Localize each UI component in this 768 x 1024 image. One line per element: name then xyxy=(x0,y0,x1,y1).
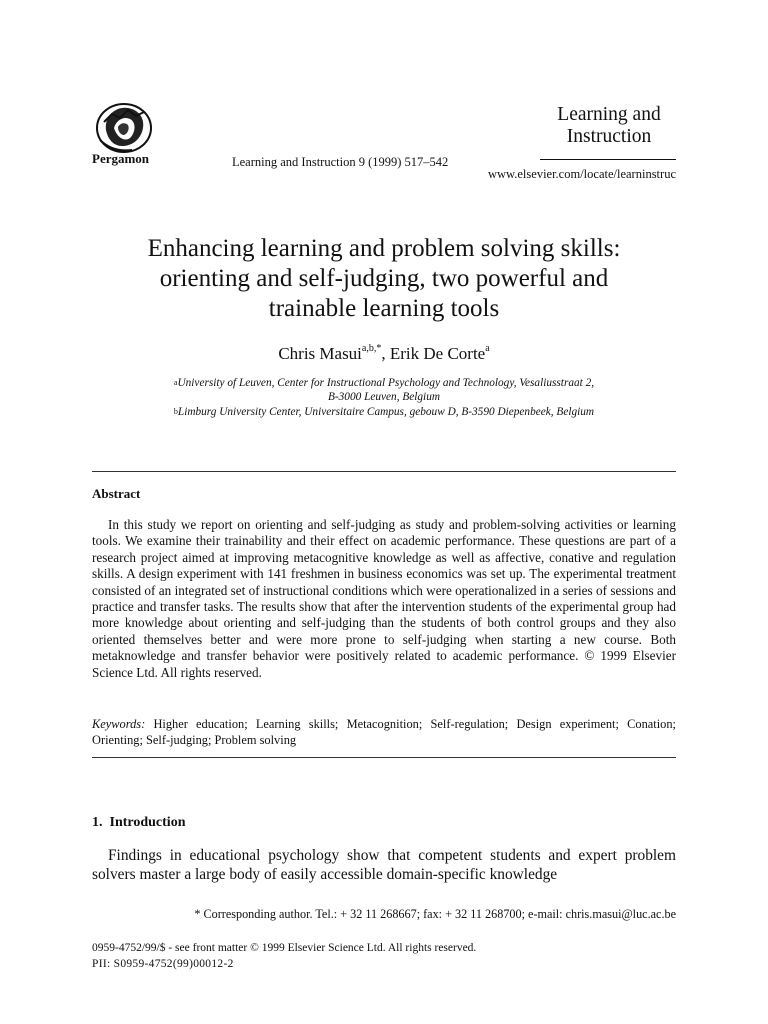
author-name[interactable]: Erik De Corte xyxy=(389,344,486,363)
keywords-list: Higher education; Learning skills; Metacognition; Self-regulation; Design experiment; Conation; Orienting; Self-judging; Problem solving xyxy=(92,717,676,747)
author-affiliation-marker: a xyxy=(485,343,490,354)
title-line: orienting and self-judging, two powerful and xyxy=(159,265,609,292)
publisher-name: Pergamon xyxy=(92,151,150,166)
author-separator: , xyxy=(381,344,390,363)
affiliation-b xyxy=(92,405,676,419)
publisher-logo xyxy=(92,100,160,156)
title-line: Enhancing learning and problem solving skills: xyxy=(147,235,621,262)
author-name[interactable]: Chris Masui xyxy=(278,344,362,363)
abstract-text: In this study we report on orienting and self-judging as study and problem-solving activities or learning tools. We examine their trainability and their effect on academic performance. These questions are part of a research project aimed at improving metacognitive knowledge as well as affective, conative and regulation skills. A design experiment with 141 freshmen in business economics was set up. The experimental treatment consisted of an integrated set of instructional conditions which were operationalized in a series of sessions and practice and transfer tasks. The results show that after the intervention students of the experimental group had more knowledge about orienting and self-judging than the students of both control groups and they also oriented themselves better and were more prone to self-judging when starting a new course. Both metaknowledge and transfer behavior were positively related to academic performance. © 1999 Elsevier Science Ltd. All rights reserved. xyxy=(92,517,676,680)
title-line: trainable learning tools xyxy=(268,295,500,322)
keywords-label: Keywords: xyxy=(92,717,146,731)
affiliation-a xyxy=(92,376,676,404)
affiliation-text: Limburg University Center, Universitaire Campus, gebouw D, B-3590 Diepenbeek, Belgium xyxy=(177,406,595,418)
author-list xyxy=(60,344,708,364)
affiliation-marker: b xyxy=(173,407,178,416)
divider xyxy=(92,757,676,758)
abstract-heading: Abstract xyxy=(92,486,141,501)
journal-title-line: Learning and xyxy=(557,104,661,125)
divider xyxy=(92,471,676,472)
section-heading: 1. Introduction xyxy=(92,815,186,830)
pii-line: PII: S0959-4752(99)00012-2 xyxy=(92,958,234,970)
affiliation-text: University of Leuven, Center for Instructional Psychology and Technology, Vesaliusstraat 2, xyxy=(177,377,595,389)
affiliation-text: B-3000 Leuven, Belgium xyxy=(328,391,440,403)
affiliation-marker: a xyxy=(173,378,178,387)
article-title xyxy=(60,234,708,324)
issn-line: 0959-4752/99/$ - see front matter © 1999 Elsevier Science Ltd. All rights reserved. xyxy=(92,942,477,954)
journal-url[interactable]: www.elsevier.com/locate/learninstruc xyxy=(487,167,676,181)
journal-title-line: Instruction xyxy=(566,126,652,147)
journal-title-rule xyxy=(540,159,676,160)
journal-title xyxy=(538,104,680,148)
journal-citation: Learning and Instruction 9 (1999) 517–542 xyxy=(232,155,449,169)
keywords xyxy=(92,716,676,748)
author-affiliation-marker: a,b,* xyxy=(361,343,382,354)
section-text: Findings in educational psychology show that competent students and expert problem solvers master a large body of easily accessible domain-specific knowledge xyxy=(92,847,676,883)
corresponding-author-footnote: * Corresponding author. Tel.: + 32 11 268667; fax: + 32 11 268700; e-mail: chris.masui@luc.ac.be xyxy=(194,907,676,921)
